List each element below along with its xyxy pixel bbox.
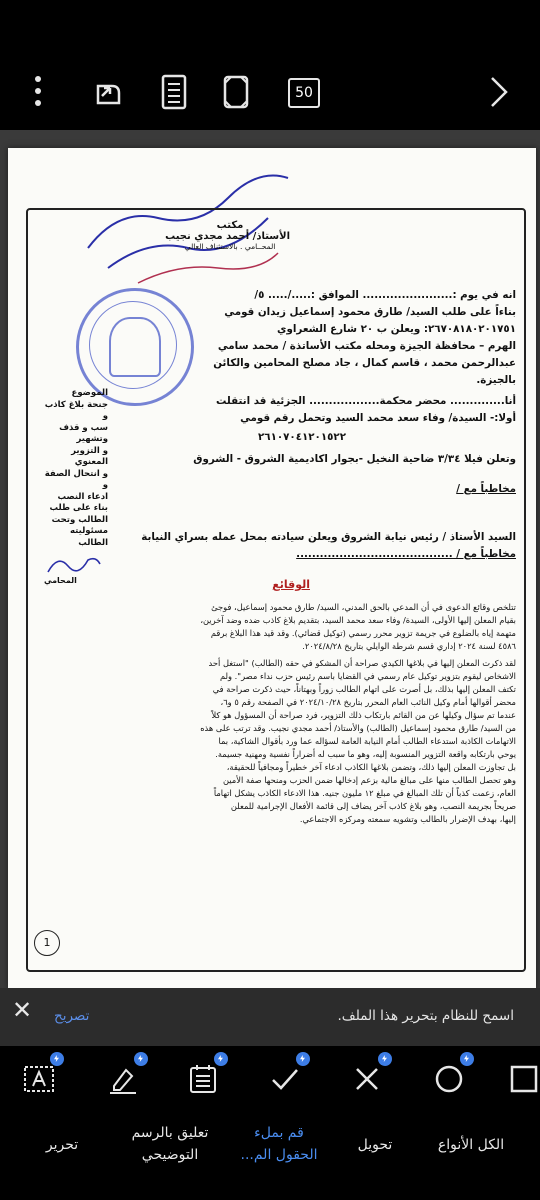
allow-button[interactable]: تصريح	[54, 1008, 90, 1024]
doc-line-addressed-2: مخاطباً مع / ........................................	[296, 548, 516, 560]
cross-mark-icon[interactable]	[350, 1062, 384, 1096]
close-icon[interactable]: ✕	[11, 996, 33, 1024]
draw-pen-icon[interactable]	[106, 1062, 140, 1096]
side-note-line: وتشهير	[76, 434, 108, 444]
office-label: مكتب	[216, 220, 244, 231]
paragraph-line: صريحاً بجريمة النصب، وهو بلاغ كاذب آخر يضاف إلى قائمة الأفعال الإجرامية للمعلن	[230, 801, 516, 811]
undo-icon[interactable]	[92, 74, 124, 110]
paragraph-line: متهمة إياه بالضلوع في جريمة تزوير محرر رسمي (توكيل قضائي). وقد قيد هذا البلاغ برقم	[210, 628, 516, 638]
premium-badge-icon	[50, 1052, 64, 1066]
doc-line-address: الهرم – محافظة الجيزة ومحله مكتب الأساتذة / محمد سامي	[217, 340, 516, 352]
bottom-tool-labels	[0, 1116, 540, 1200]
doc-line-lawyers: عبدالرحمن محمد ، قاسم كمال ، جاد مصلح المحامين والكائن	[213, 357, 516, 369]
doc-line-date: انه في يوم :....................... الموافق :...../..... ٥/	[254, 289, 516, 301]
paragraph-line: عندما تم سؤال وكيلها عن من القائم بارتكاب ذلك التزوير، فرد صراحة أن المسؤول هو كلاً	[211, 710, 516, 720]
doc-line-requester: بناءاً على طلب السيد/ طارق محمود إسماعيل زيدان قومي	[224, 306, 516, 318]
doc-line-prosecutor: السيد الأستاذ / رئيس نيابة الشروق ويعلن سيادته بمحل عمله بسراي النيابة	[141, 531, 516, 543]
page-number: 1	[34, 930, 60, 956]
paragraph-line: من السيد/ طارق محمود إسماعيل (الطالب) والأستاذ/ أحمد مجدي نجيب. وقد ترتب على هذه	[200, 723, 516, 733]
side-note-line: و انتحال الصفة و	[44, 468, 108, 490]
doc-line-villa: وتعلن فيلا ٣/٣٤ ضاحية النخيل -بجوار اكاديمية الشروق - الشروق	[193, 453, 516, 465]
document-viewport[interactable]	[0, 130, 540, 988]
doc-line-bailiff: أنا.............. محضر محكمة.................. الجزئية قد انتقلت	[216, 395, 516, 407]
premium-badge-icon	[134, 1052, 148, 1066]
paragraph-line: محضر أقوالها أمام وكيل النائب العام المحرر بتاريخ ٢٠٢٤/١٠/٢٨ في الصفحة رقم ٥ و٦،	[220, 697, 516, 707]
side-note-line: بناء على طلب	[49, 503, 108, 513]
fit-page-icon[interactable]	[222, 74, 250, 110]
text-recognition-icon[interactable]	[22, 1062, 56, 1096]
paragraph-line: الاشخاص ليقوم بتزوير توكيل عام رسمي في القضايا باسم رئيس حزب نداء مصر". ولم	[219, 671, 516, 681]
paragraph-line: يوحي بارتكابه واقعة التزوير المنسوبة إليه، وهو ما سبب له أضراراً نفسية ومهنية جسيمة.	[215, 749, 516, 759]
top-toolbar	[0, 0, 540, 130]
doc-line-addressed-1: مخاطباً مع /	[456, 483, 516, 495]
premium-badge-icon	[378, 1052, 392, 1066]
paragraph-line: بل تجاوزت المعلن إليها ذلك، وتضمن بلاغها الكاذب ادعاء آخر خطيراً ومجافياً للحقيقة،	[226, 762, 516, 772]
tab-all-types[interactable]: الكل الأنواع	[437, 1137, 505, 1153]
notice-header-block	[116, 288, 516, 548]
lawyer-title: المحــامي . بالاستئناف العالي	[184, 242, 276, 251]
doc-line-first-party: أولا:- السيدة/ وفاء سعد محمد السيد وتحمل رقم قومي	[240, 412, 516, 424]
paragraph-line: تتلخص وقائع الدعوى في أن المدعي بالحق المدني، السيد/ طارق محمود إسماعيل، فوجئ	[211, 602, 516, 612]
tab-fill-fields-line-2: الحقول الم...	[240, 1147, 318, 1163]
facts-heading: الوقائع	[272, 578, 310, 591]
side-note-line: جنحة بلاغ كاذب و	[44, 399, 108, 421]
paragraph-line: العام، زعمت كذباً أن تلك المبالغ في مبلغ ١٢ مليون جنيه. هذا الادعاء الكاذب يشكل اتهاماً	[213, 788, 516, 798]
more-options-icon[interactable]	[26, 76, 50, 106]
banner-message: اسمح للنظام بتحرير هذا الملف.	[337, 1008, 514, 1024]
reading-mode-icon[interactable]	[160, 74, 188, 110]
paragraph-line: ٤٥٨٦ لسنة ٢٠٢٤ إداري قسم شرطة الوايلي بتاريخ ٢٠٢٤/٨/٢٨.	[302, 641, 516, 651]
square-shape-icon[interactable]	[508, 1062, 538, 1096]
tab-annotate-line-2: التوضيحي	[141, 1147, 199, 1163]
next-icon[interactable]	[488, 74, 510, 110]
tab-fill-fields-line-1: قم بملء	[254, 1125, 304, 1141]
tab-edit[interactable]: تحرير	[45, 1137, 79, 1153]
tab-fill-fields[interactable]	[226, 1122, 332, 1166]
side-label: المحامي	[44, 576, 77, 585]
paragraph-line: تكتف المعلن إليها بذلك، بل أصرت على اتهام الطالب زوراً وبهتاناً، حيث ذكرت صراحة في	[212, 684, 516, 694]
side-note-line: الطالب	[78, 537, 108, 548]
checkmark-icon[interactable]	[268, 1062, 302, 1096]
premium-badge-icon	[460, 1052, 474, 1066]
form-fields-icon[interactable]	[186, 1062, 220, 1096]
side-note-line: ادعاء النصب	[57, 491, 108, 502]
doc-line-giza: بالجيزة.	[476, 374, 516, 386]
subject-side-note	[40, 388, 108, 549]
premium-badge-icon	[214, 1052, 228, 1066]
letterhead	[165, 220, 290, 251]
doc-line-id: ٢٦٧٠٨١٨٠٢٠١٧٥١: ويعلن ب ٢٠ شارع الشعراوي	[277, 323, 516, 335]
tab-convert[interactable]: تحويل	[357, 1137, 393, 1153]
tab-annotate-line-1: تعليق بالرسم	[131, 1125, 209, 1141]
page-count-badge[interactable]: 50	[288, 78, 320, 108]
lawyer-name: الأستاذ/ أحمد مجدي نجيب	[165, 231, 290, 242]
facts-paragraph	[20, 600, 516, 930]
side-note-line: الموضوع	[71, 388, 108, 398]
doc-line-national-id: ٢٦١٠٧٠٤١٢٠١٥٢٢	[258, 431, 346, 443]
paragraph-line: إليها، بهدف الإضرار بالطالب وتشويه سمعته ومركزه الاجتماعي.	[299, 814, 516, 824]
paragraph-line: الاتهامات الكاذبة استدعاء الطالب أمام النيابة العامة لسؤاله عما ورد بأقوال الشاكية، بما	[218, 736, 516, 746]
side-note-line: مسئوليته	[70, 526, 108, 536]
circle-shape-icon[interactable]	[432, 1062, 466, 1096]
paragraph-line: بقيام المعلن إليها الأولى، السيدة/ وفاء سعد محمد السيد، بتقديم بلاغ كاذب ضده وضد آخرين،	[200, 615, 516, 625]
permission-banner	[0, 988, 540, 1046]
paragraph-line: لقد ذكرت المعلن إليها في بلاغها الكيدي صراحة أن المشكو في حقه (الطالب) "استغل أحد	[208, 658, 516, 668]
side-note-line: سب و قذف	[59, 422, 108, 433]
document-page	[8, 148, 536, 988]
tab-annotate[interactable]	[118, 1122, 222, 1166]
paragraph-line: وهو تحصل الطالب منها على مبالغ مالية بزعم إدخالها ضمن الحزب ومنحها صفة الأمين	[222, 775, 516, 785]
tool-row	[0, 1046, 540, 1116]
premium-badge-icon	[296, 1052, 310, 1066]
side-note-line: و التزوير المعنوي	[71, 445, 108, 467]
side-note-line: الطالب وتحت	[51, 514, 108, 525]
